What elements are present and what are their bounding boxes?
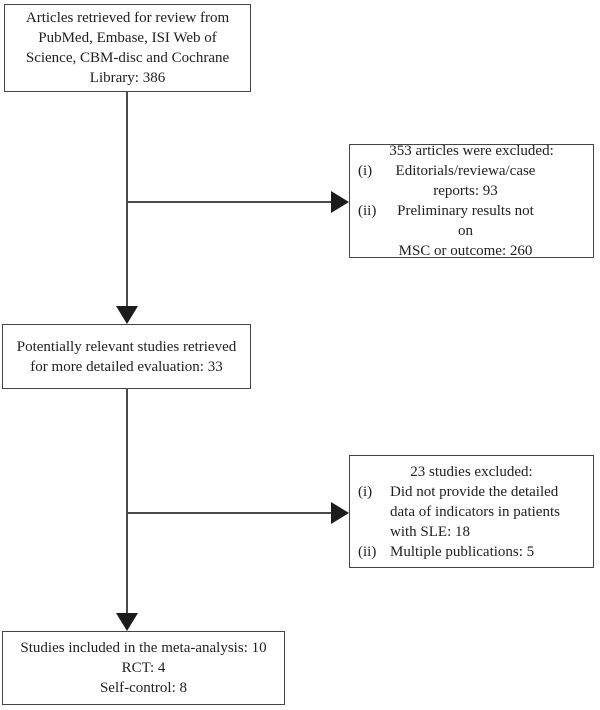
connector-horizontal-2 <box>127 512 332 514</box>
box-text-line: Editorials/reviewa/case <box>395 163 536 179</box>
item-label: (ii) <box>358 543 377 560</box>
box-text-line: Studies included in the meta-analysis: 10 <box>20 640 267 656</box>
box-text-line: Potentially relevant studies retrieved <box>16 338 237 355</box>
exclusion-item <box>350 542 593 562</box>
exclusion-item <box>350 161 593 201</box>
box-text-line: MSC or outcome: 260 <box>398 243 533 259</box>
box-text-line: PubMed, Embase, ISI Web of <box>38 30 217 46</box>
item-text <box>390 482 593 542</box>
box-text-line: with SLE: 18 <box>390 523 471 540</box>
connector-vertical-2 <box>126 388 128 614</box>
box-text-line: data of indicators in patients <box>390 503 560 520</box>
flow-box-excluded-1 <box>349 144 594 258</box>
item-label: (i) <box>358 483 373 500</box>
flow-box-included <box>2 631 285 705</box>
exclusion-item <box>350 482 593 542</box>
exclusion-title: 23 studies excluded: <box>410 463 533 480</box>
item-text <box>390 542 593 562</box>
flow-box-relevant <box>2 324 251 389</box>
box-text-line: Science, CBM-disc and Cochrane <box>25 50 230 66</box>
connector-horizontal-1 <box>127 201 332 203</box>
right-arrowhead-icon <box>331 191 349 213</box>
box-text-line: Self-control: 8 <box>99 680 188 696</box>
box-text-line: Articles retrieved for review from <box>25 10 230 26</box>
box-text-line: reports: 93 <box>433 183 498 199</box>
item-text <box>390 201 593 261</box>
connector-vertical-1 <box>126 91 128 307</box>
box-text-line: RCT: 4 <box>121 660 166 676</box>
down-arrowhead-icon <box>116 306 138 324</box>
right-arrowhead-icon <box>331 502 349 524</box>
exclusion-title: 353 articles were excluded: <box>389 143 554 159</box>
item-label: (i) <box>358 163 373 179</box>
box-text-line: Did not provide the detailed <box>390 483 559 500</box>
flow-box-excluded-2 <box>349 455 594 568</box>
box-text-line: for more detailed evaluation: 33 <box>30 358 223 375</box>
down-arrowhead-icon <box>116 613 138 631</box>
item-label: (ii) <box>358 203 377 219</box>
item-text <box>390 161 593 201</box>
box-text-line: Library: 386 <box>89 70 166 86</box>
flow-box-source <box>4 4 251 92</box>
exclusion-item <box>350 201 593 261</box>
box-text-line: Multiple publications: 5 <box>390 543 535 560</box>
box-text-line: Preliminary results not on <box>397 203 534 239</box>
